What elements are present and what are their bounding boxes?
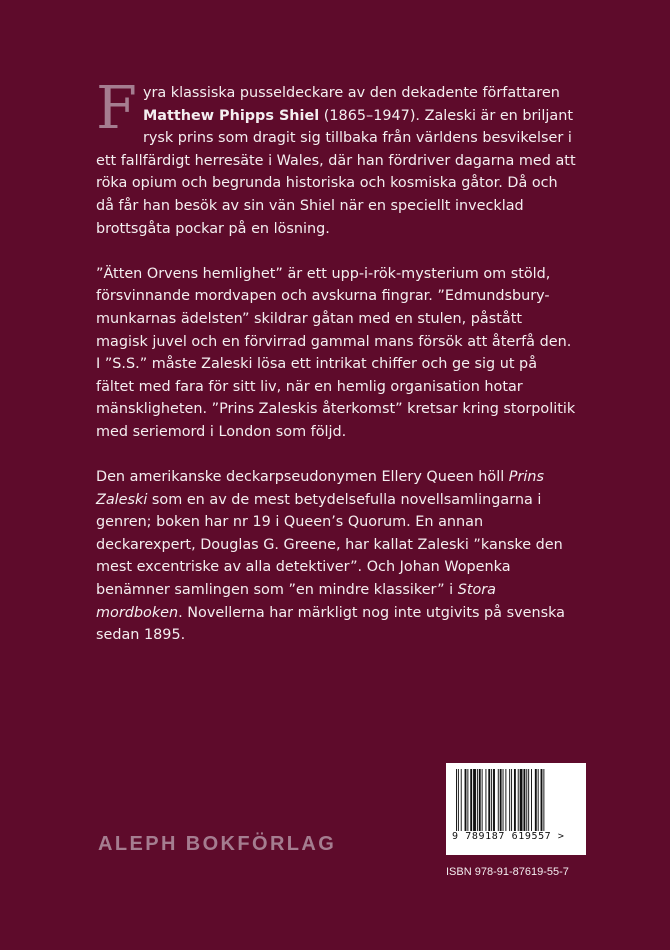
barcode-bar <box>531 769 532 831</box>
barcode-bar <box>511 769 512 831</box>
author-name: Matthew Phipps Shiel <box>142 107 320 124</box>
blurb-p3-b: som en av de mest betydelsefulla novellsamlingarna i genren; boken har nr 19 i Queen’s Quorum. En annan deckarexpert, Douglas G. Greene, har kallat Zaleski ”kanske den mest excentriske av alla detektiver”. Och Johan Wopenka benämner samlingen som ”en mindre klassiker” i <box>96 491 563 599</box>
barcode-bar <box>520 769 523 831</box>
barcode-bar <box>514 769 516 831</box>
barcode-bar <box>535 769 537 831</box>
barcode-bar <box>491 769 492 831</box>
publisher-name: ALEPH BOKFÖRLAG <box>98 833 337 855</box>
barcode-bar <box>528 769 529 831</box>
barcode-bar <box>477 769 478 831</box>
barcode-bar <box>538 769 539 831</box>
barcode-bar <box>543 769 544 831</box>
barcode-bar <box>518 769 519 831</box>
drop-cap: F <box>96 73 137 142</box>
barcode-bar <box>505 769 506 831</box>
barcode-bar <box>500 769 502 831</box>
barcode-bar <box>526 769 527 831</box>
barcode-bar <box>482 769 483 831</box>
barcode-bar <box>488 769 490 831</box>
barcode-bar <box>473 769 476 831</box>
barcode-bar <box>461 769 462 831</box>
blurb-p1-rest: (1865–1947). Zaleski är en briljant rysk prins som dragit sig tillbaka från världens besvikelser i ett fallfärdigt herresäte i Wales, där han fördriver dagarna med att röka opium och begrunda historiska och kosmiska gåtor. Då och då får han besök av sin vän Shiel när en speciellt invecklad brottsgåta pockar på en lösning. <box>96 107 576 237</box>
blurb-paragraph-2: ”Ätten Orvens hemlighet” är ett upp-i-rök-mysterium om stöld, försvinnande mordvapen och avskurna fingrar. ”Edmundsbury-munkarnas ädelsten” skildrar gåtan med en stulen, påstått magisk juvel och en förvirrad gammal mans försök att återfå den. I ”S.S.” måste Zaleski lösa ett intrikat chiffer och ge sig ut på fältet med fara för sitt liv, när en hemlig organisation hotar mänskligheten. ”Prins Zaleskis återkomst” kretsar kring storpolitik med seriemord i London som följd. <box>96 265 576 440</box>
barcode-bar <box>523 769 525 831</box>
barcode-bar <box>509 769 510 831</box>
blurb-p1-lead: yra klassiska pusseldeckare av den dekadente författaren <box>142 85 560 101</box>
book-title: Prins Zaleski <box>96 469 544 508</box>
barcode-bar <box>479 769 481 831</box>
isbn-number: ISBN 978-91-87619-55-7 <box>446 866 569 878</box>
barcode-bar <box>503 769 504 831</box>
barcode-bar <box>493 769 495 831</box>
blurb <box>96 73 576 669</box>
barcode <box>446 763 586 855</box>
blurb-paragraph-1 <box>96 73 576 240</box>
blurb-p3-a: Den amerikanske deckarpseudonymen Ellery Queen höll <box>96 469 509 486</box>
reference-title: Stora mordboken <box>96 582 497 621</box>
blurb-p3-c: . Novellerna har märkligt nog inte utgivits på svenska sedan 1895. <box>96 604 565 644</box>
blurb-paragraph-3 <box>96 466 576 647</box>
barcode-bar <box>456 769 457 831</box>
barcode-bar <box>465 769 467 831</box>
barcode-bar <box>467 769 468 831</box>
barcode-bar <box>470 769 472 831</box>
barcode-bars <box>456 769 576 831</box>
barcode-bar <box>498 769 499 831</box>
barcode-bar <box>458 769 459 831</box>
barcode-bar <box>541 769 543 831</box>
barcode-bar <box>485 769 486 831</box>
barcode-digits: 9 789187 619557 > <box>452 831 565 842</box>
